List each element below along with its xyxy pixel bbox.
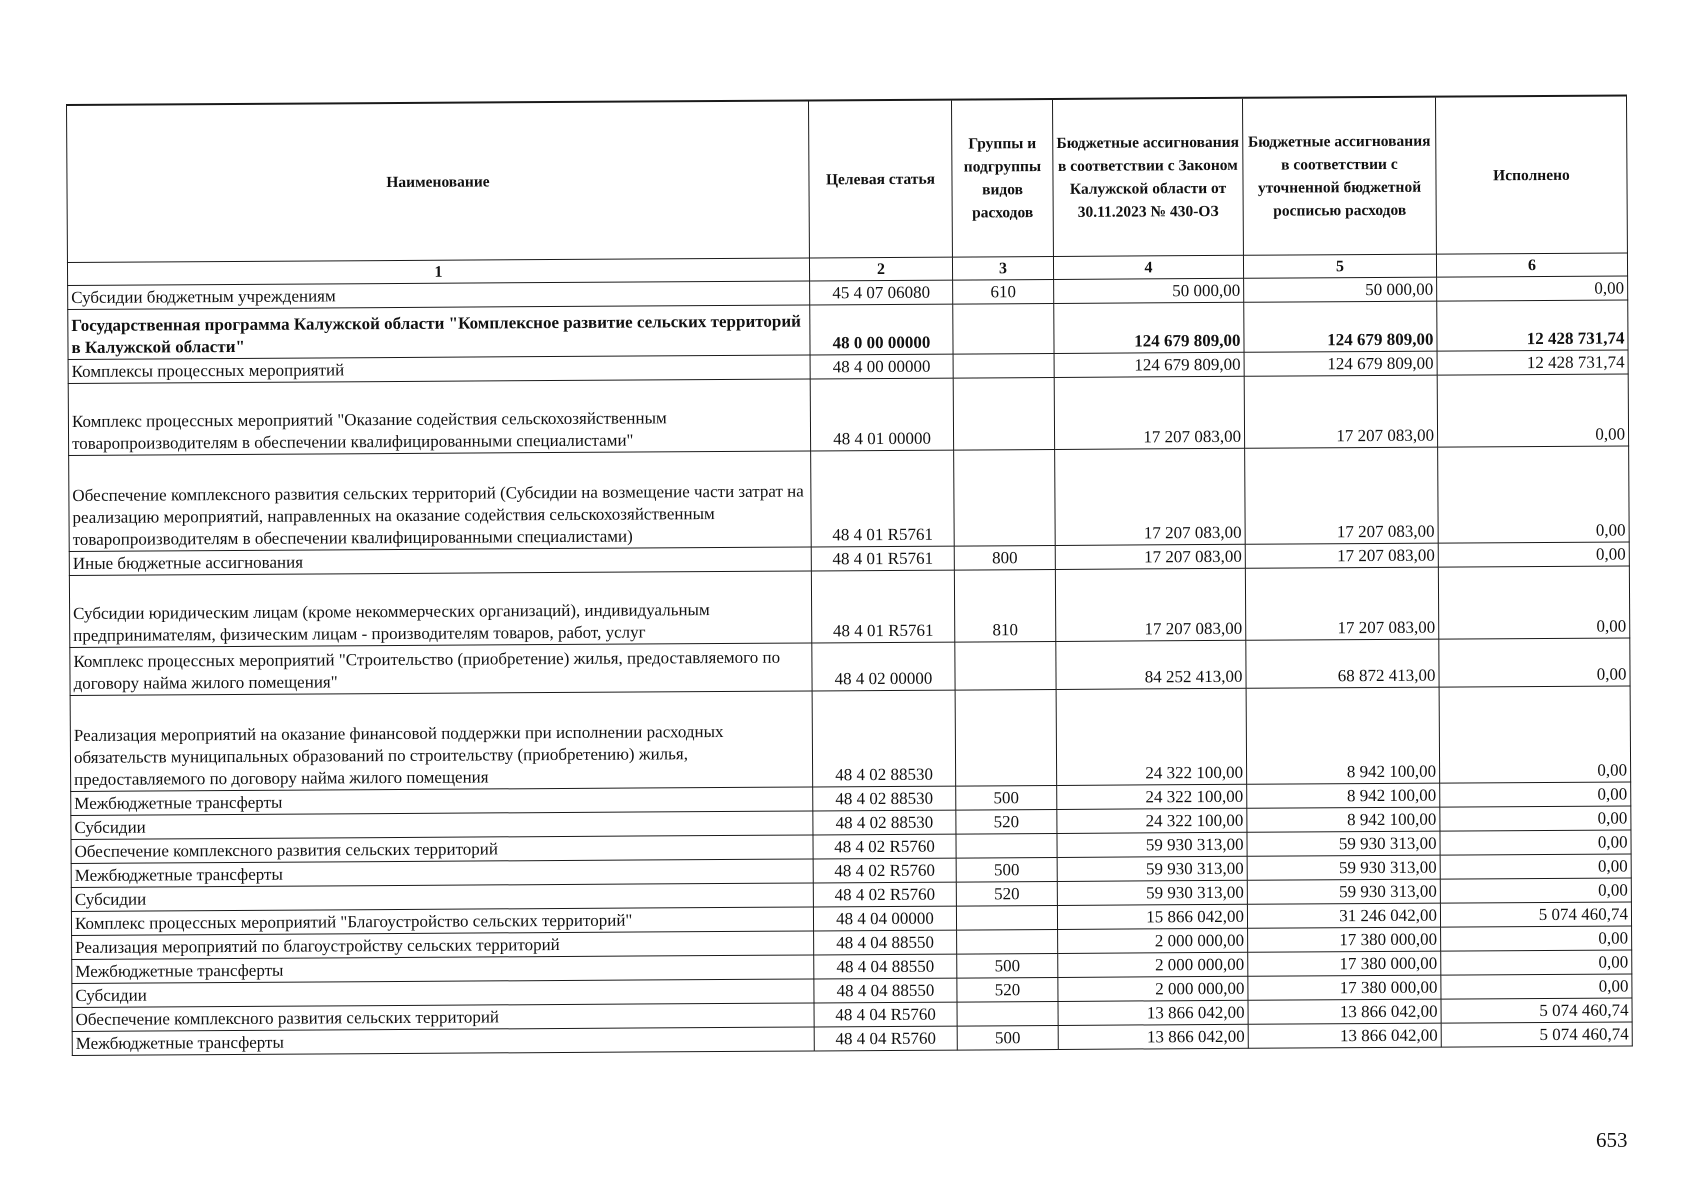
row-name: Субсидии бюджетным учреждениям: [68, 281, 810, 310]
row-executed-amount: 0,00: [1439, 638, 1630, 687]
row-name: Обеспечение комплексного развития сельских территорий: [71, 835, 813, 864]
row-law-amount: 24 322 100,00: [1057, 784, 1247, 809]
row-expense-group: 610: [953, 279, 1054, 304]
row-refined-amount: 59 930 313,00: [1247, 855, 1440, 880]
table-row: [69, 566, 1629, 648]
row-executed-amount: 0,00: [1437, 276, 1628, 301]
row-refined-amount: 59 930 313,00: [1247, 831, 1440, 856]
row-target-code: 48 4 01 R5761: [811, 450, 955, 547]
row-law-amount: 50 000,00: [1054, 278, 1244, 303]
row-law-amount: 59 930 313,00: [1057, 880, 1247, 905]
row-target-code: 48 4 04 R5760: [814, 1026, 957, 1051]
row-refined-amount: 17 207 083,00: [1245, 567, 1438, 640]
row-executed-amount: 0,00: [1441, 926, 1632, 951]
row-name: Комплекс процессных мероприятий "Оказание содействия сельскохозяйственным товаропроизводителям в обеспечении квалифицированными специалистами": [68, 379, 810, 456]
header-target-article: Целевая статья: [808, 100, 952, 258]
header-executed: Исполнено: [1435, 95, 1627, 254]
row-target-code: 48 4 02 88530: [812, 690, 956, 787]
row-expense-group: [955, 689, 1057, 786]
table-body: [68, 276, 1633, 1056]
column-number: 5: [1243, 254, 1436, 278]
row-target-code: 48 4 02 88530: [813, 810, 956, 835]
row-target-code: 48 4 02 00000: [812, 642, 955, 691]
row-name: Субсидии: [71, 811, 813, 840]
row-expense-group: 800: [954, 545, 1055, 570]
table-row: [69, 446, 1630, 552]
row-law-amount: 2 000 000,00: [1058, 952, 1248, 977]
row-name: Межбюджетные трансферты: [71, 859, 813, 888]
row-expense-group: 500: [956, 785, 1057, 810]
row-name: Субсидии: [71, 883, 813, 912]
row-refined-amount: 124 679 809,00: [1244, 301, 1437, 352]
row-law-amount: 59 930 313,00: [1057, 856, 1247, 881]
row-expense-group: [957, 929, 1058, 954]
row-expense-group: 500: [957, 1025, 1058, 1050]
row-law-amount: 13 866 042,00: [1058, 1000, 1248, 1025]
row-target-code: 48 4 04 88550: [814, 978, 957, 1003]
table-row: [70, 638, 1630, 696]
row-refined-amount: 8 942 100,00: [1247, 807, 1440, 832]
row-law-amount: 17 207 083,00: [1054, 376, 1244, 449]
row-target-code: 48 0 00 00000: [810, 304, 953, 355]
row-name: Государственная программа Калужской области "Комплексное развитие сельских территорий в Калужской области": [68, 305, 810, 360]
row-executed-amount: 0,00: [1438, 566, 1629, 639]
row-name: Иные бюджетные ассигнования: [69, 547, 811, 576]
row-law-amount: 124 679 809,00: [1054, 352, 1244, 377]
table-row: [70, 686, 1631, 792]
row-name: Комплексы процессных мероприятий: [68, 355, 810, 384]
row-refined-amount: 17 380 000,00: [1248, 927, 1441, 952]
row-target-code: 48 4 00 00000: [810, 354, 953, 379]
row-target-code: 48 4 01 R5761: [811, 570, 954, 643]
row-executed-amount: 0,00: [1440, 854, 1631, 879]
row-law-amount: 84 252 413,00: [1056, 640, 1246, 689]
row-target-code: 48 4 02 R5760: [813, 834, 956, 859]
row-refined-amount: 8 942 100,00: [1246, 687, 1440, 784]
row-name: Реализация мероприятий на оказание финансовой поддержки при исполнении расходных обязательств муниципальных образований по строительству (приобретению) жилья, предоставляемого по договору найма жилого помещения: [70, 691, 813, 792]
row-name: Обеспечение комплексного развития сельских территорий (Субсидии на возмещение части затрат на реализацию мероприятий, направленных на оказание содействия сельскохозяйственным товаропроизводителям в обеспечении квалифицированными специалистами): [69, 451, 812, 552]
row-name: Обеспечение комплексного развития сельских территорий: [72, 1003, 814, 1032]
row-executed-amount: 0,00: [1438, 446, 1630, 543]
row-refined-amount: 17 207 083,00: [1245, 447, 1439, 544]
column-number: 3: [952, 256, 1053, 280]
row-name: Межбюджетные трансферты: [72, 1027, 814, 1056]
row-expense-group: [954, 449, 1056, 546]
row-name: Реализация мероприятий по благоустройству сельских территорий: [72, 931, 814, 960]
row-executed-amount: 0,00: [1439, 686, 1631, 783]
row-expense-group: 500: [957, 953, 1058, 978]
row-expense-group: 520: [956, 881, 1057, 906]
table-row: [68, 300, 1628, 360]
row-target-code: 48 4 02 88530: [813, 786, 956, 811]
row-law-amount: 15 866 042,00: [1057, 904, 1247, 929]
column-number: 4: [1053, 255, 1243, 279]
row-target-code: 48 4 02 R5760: [813, 882, 956, 907]
row-law-amount: 17 207 083,00: [1055, 568, 1245, 641]
column-number: 2: [809, 257, 952, 281]
row-target-code: 48 4 04 88550: [814, 930, 957, 955]
row-executed-amount: 0,00: [1440, 830, 1631, 855]
row-expense-group: [956, 833, 1057, 858]
header-row: [67, 95, 1628, 262]
row-refined-amount: 17 207 083,00: [1245, 543, 1438, 568]
row-target-code: 48 4 04 R5760: [814, 1002, 957, 1027]
row-refined-amount: 59 930 313,00: [1247, 879, 1440, 904]
row-name: Комплекс процессных мероприятий "Строительство (приобретение) жилья, предоставляемого по договору найма жилого помещения": [70, 643, 812, 696]
row-expense-group: [957, 1001, 1058, 1026]
row-law-amount: 13 866 042,00: [1058, 1024, 1248, 1049]
row-target-code: 48 4 04 00000: [813, 906, 956, 931]
header-law-allocations: Бюджетные ассигнования в соответствии с Законом Калужской области от 30.11.2023 № 430-ОЗ: [1052, 98, 1243, 257]
row-executed-amount: 5 074 460,74: [1441, 1022, 1632, 1047]
row-refined-amount: 8 942 100,00: [1247, 783, 1440, 808]
row-refined-amount: 17 380 000,00: [1248, 951, 1441, 976]
row-executed-amount: 0,00: [1441, 974, 1632, 999]
row-executed-amount: 0,00: [1440, 878, 1631, 903]
row-law-amount: 2 000 000,00: [1058, 976, 1248, 1001]
row-expense-group: 500: [956, 857, 1057, 882]
row-law-amount: 59 930 313,00: [1057, 832, 1247, 857]
row-executed-amount: 0,00: [1438, 542, 1629, 567]
row-name: Субсидии юридическим лицам (кроме некоммерческих организаций), индивидуальным предпринимателям, физическим лицам - производителям товаров, работ, услуг: [69, 571, 811, 648]
row-law-amount: 2 000 000,00: [1058, 928, 1248, 953]
column-number: 1: [67, 258, 809, 286]
row-expense-group: [953, 303, 1054, 354]
row-refined-amount: 50 000,00: [1244, 277, 1437, 302]
header-name: Наименование: [67, 100, 810, 262]
row-name: Межбюджетные трансферты: [71, 787, 813, 816]
table-row: [68, 374, 1628, 456]
row-law-amount: 124 679 809,00: [1054, 302, 1244, 353]
row-refined-amount: 31 246 042,00: [1247, 903, 1440, 928]
header-expense-groups: Группы и подгруппы видов расходов: [951, 99, 1053, 257]
row-target-code: 48 4 04 88550: [814, 954, 957, 979]
row-executed-amount: 0,00: [1441, 950, 1632, 975]
row-refined-amount: 17 207 083,00: [1244, 375, 1437, 448]
row-expense-group: [953, 377, 1054, 450]
column-number: 6: [1436, 253, 1627, 277]
row-law-amount: 17 207 083,00: [1055, 448, 1246, 545]
row-refined-amount: 68 872 413,00: [1246, 639, 1439, 688]
row-target-code: 48 4 01 R5761: [811, 546, 954, 571]
row-executed-amount: 0,00: [1440, 782, 1631, 807]
row-expense-group: [953, 353, 1054, 378]
row-name: Комплекс процессных мероприятий "Благоустройство сельских территорий": [71, 907, 813, 936]
row-refined-amount: 13 866 042,00: [1248, 1023, 1441, 1048]
row-refined-amount: 17 380 000,00: [1248, 975, 1441, 1000]
row-name: Субсидии: [72, 979, 814, 1008]
row-executed-amount: 0,00: [1440, 806, 1631, 831]
row-law-amount: 17 207 083,00: [1055, 544, 1245, 569]
row-expense-group: [956, 905, 1057, 930]
row-target-code: 45 4 07 06080: [810, 280, 953, 305]
row-target-code: 48 4 01 00000: [810, 378, 953, 451]
row-name: Межбюджетные трансферты: [72, 955, 814, 984]
row-executed-amount: 5 074 460,74: [1441, 998, 1632, 1023]
row-executed-amount: 12 428 731,74: [1437, 300, 1628, 351]
row-expense-group: 520: [956, 809, 1057, 834]
row-target-code: 48 4 02 R5760: [813, 858, 956, 883]
row-executed-amount: 12 428 731,74: [1437, 350, 1628, 375]
row-refined-amount: 124 679 809,00: [1244, 351, 1437, 376]
header-refined-allocations: Бюджетные ассигнования в соответствии с уточненной бюджетной росписью расходов: [1242, 97, 1436, 256]
row-law-amount: 24 322 100,00: [1056, 688, 1247, 785]
row-executed-amount: 5 074 460,74: [1440, 902, 1631, 927]
row-expense-group: [955, 641, 1056, 690]
page-number: 653: [1596, 1128, 1628, 1152]
row-expense-group: 520: [957, 977, 1058, 1002]
row-executed-amount: 0,00: [1437, 374, 1628, 447]
row-expense-group: 810: [954, 569, 1055, 642]
row-law-amount: 24 322 100,00: [1057, 808, 1247, 833]
budget-table: [66, 94, 1633, 1056]
row-refined-amount: 13 866 042,00: [1248, 999, 1441, 1024]
